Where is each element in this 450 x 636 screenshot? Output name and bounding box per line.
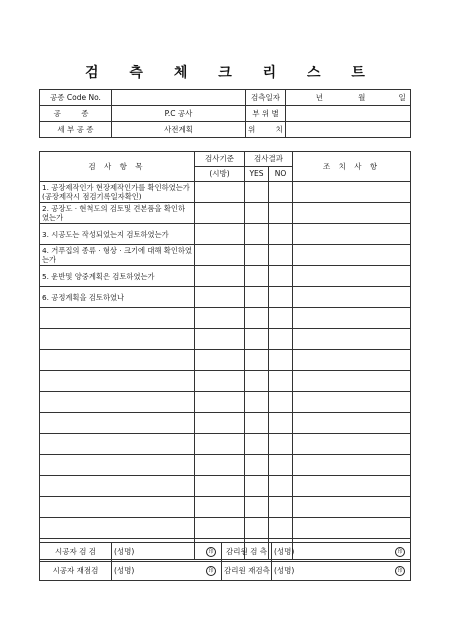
col-item-header: 검 사 항 목 xyxy=(40,152,195,182)
yes-cell[interactable] xyxy=(245,245,269,266)
signature-row-1 xyxy=(40,543,411,562)
no-cell[interactable] xyxy=(269,518,293,539)
contractor-recheck-label: 시공자 재점검 xyxy=(40,562,112,581)
checklist-item-text: 4. 거푸집의 종류 · 형상 · 크기에 대해 확인하였는가 xyxy=(40,245,195,266)
no-cell[interactable] xyxy=(269,308,293,329)
checklist-item-text: 2. 공장도 · 현척도의 검토및 견본품을 확인하였는가 xyxy=(40,203,195,224)
checklist-row xyxy=(40,413,411,434)
checklist-item-text xyxy=(40,392,195,413)
checklist-item-text xyxy=(40,371,195,392)
action-cell[interactable] xyxy=(293,476,411,497)
action-cell[interactable] xyxy=(293,518,411,539)
part-label: 부 위 별 xyxy=(246,106,286,122)
type-label: 공 종 xyxy=(40,106,112,122)
action-cell[interactable] xyxy=(293,434,411,455)
checklist-row xyxy=(40,434,411,455)
no-cell[interactable] xyxy=(269,245,293,266)
action-cell[interactable] xyxy=(293,308,411,329)
contractor-recheck-sign[interactable] xyxy=(112,562,222,581)
no-cell[interactable] xyxy=(269,413,293,434)
checklist-row xyxy=(40,182,411,203)
no-cell[interactable] xyxy=(269,455,293,476)
supervisor-check-sign[interactable] xyxy=(272,543,411,562)
checklist-row xyxy=(40,266,411,287)
basis-cell[interactable] xyxy=(195,518,245,539)
action-cell[interactable] xyxy=(293,350,411,371)
yes-cell[interactable] xyxy=(245,287,269,308)
basis-cell[interactable] xyxy=(195,245,245,266)
basis-cell[interactable] xyxy=(195,371,245,392)
col-result-header: 검사결과 xyxy=(245,152,293,167)
checklist-item-text: 3. 시공도는 작성되었는지 검토하였는가 xyxy=(40,224,195,245)
date-label: 검측일자 xyxy=(246,90,286,106)
no-cell[interactable] xyxy=(269,182,293,203)
action-cell[interactable] xyxy=(293,182,411,203)
type-value[interactable]: P.C 공사 xyxy=(112,106,246,122)
seal-icon: 印 xyxy=(395,547,405,557)
detail-value[interactable]: 사전계획 xyxy=(112,122,246,138)
seal-icon: 印 xyxy=(206,547,216,557)
checklist-row xyxy=(40,392,411,413)
checklist-item-text: 6. 공정계획을 검토하였나 xyxy=(40,287,195,308)
checklist-item-text xyxy=(40,518,195,539)
checklist-row xyxy=(40,455,411,476)
basis-cell[interactable] xyxy=(195,308,245,329)
checklist-row xyxy=(40,308,411,329)
month-label: 월 xyxy=(358,92,366,102)
year-label: 년 xyxy=(315,92,323,102)
action-cell[interactable] xyxy=(293,413,411,434)
seal-icon: 印 xyxy=(206,566,216,576)
no-cell[interactable] xyxy=(269,329,293,350)
yes-cell[interactable] xyxy=(245,518,269,539)
header-row-type xyxy=(40,106,411,122)
header-row-detail xyxy=(40,122,411,138)
action-cell[interactable] xyxy=(293,455,411,476)
part-value[interactable] xyxy=(286,106,411,122)
supervisor-recheck-label: 감리원 재검측 xyxy=(222,562,272,581)
no-cell[interactable] xyxy=(269,350,293,371)
no-cell[interactable] xyxy=(269,287,293,308)
checklist-item-text xyxy=(40,350,195,371)
yes-cell[interactable] xyxy=(245,266,269,287)
no-cell[interactable] xyxy=(269,497,293,518)
yes-cell[interactable] xyxy=(245,392,269,413)
col-action-header: 조 치 사 항 xyxy=(293,152,411,182)
checklist-item-text xyxy=(40,413,195,434)
signature-table xyxy=(39,542,411,581)
yes-cell[interactable] xyxy=(245,182,269,203)
checklist-table xyxy=(39,151,411,560)
checklist-item-text xyxy=(40,455,195,476)
no-cell[interactable] xyxy=(269,203,293,224)
yes-cell[interactable] xyxy=(245,371,269,392)
contractor-check-label: 시공자 검 검 xyxy=(40,543,112,562)
basis-cell[interactable] xyxy=(195,497,245,518)
action-cell[interactable] xyxy=(293,266,411,287)
no-cell[interactable] xyxy=(269,266,293,287)
col-basis-sub: (시방) xyxy=(195,167,245,182)
checklist-row xyxy=(40,203,411,224)
basis-cell[interactable] xyxy=(195,434,245,455)
checklist-item-text xyxy=(40,434,195,455)
checklist-row xyxy=(40,329,411,350)
code-value[interactable] xyxy=(112,90,246,106)
no-cell[interactable] xyxy=(269,371,293,392)
date-field[interactable] xyxy=(286,90,411,106)
detail-label: 세 부 공 종 xyxy=(40,122,112,138)
yes-cell[interactable] xyxy=(245,329,269,350)
contractor-check-sign[interactable] xyxy=(112,543,222,562)
page-title: 검 측 체 크 리 스 트 xyxy=(85,65,378,81)
col-no-header: NO xyxy=(269,167,293,182)
checklist-item-text xyxy=(40,329,195,350)
basis-cell[interactable] xyxy=(195,266,245,287)
yes-cell[interactable] xyxy=(245,350,269,371)
checklist-item-text: 1. 공장제작인가 현장제작인가를 확인하였는가(공장제작시 점검기록일자확인) xyxy=(40,182,195,203)
location-value[interactable] xyxy=(286,122,411,138)
action-cell[interactable] xyxy=(293,224,411,245)
action-cell[interactable] xyxy=(293,371,411,392)
basis-cell[interactable] xyxy=(195,182,245,203)
yes-cell[interactable] xyxy=(245,308,269,329)
checklist-item-text xyxy=(40,497,195,518)
yes-cell[interactable] xyxy=(245,413,269,434)
yes-cell[interactable] xyxy=(245,203,269,224)
checklist-row xyxy=(40,518,411,539)
supervisor-check-label: 감리원 검 측 xyxy=(222,543,272,562)
supervisor-recheck-sign[interactable] xyxy=(272,562,411,581)
name-placeholder: (성명) xyxy=(274,566,295,575)
no-cell[interactable] xyxy=(269,476,293,497)
seal-icon: 印 xyxy=(395,566,405,576)
action-cell[interactable] xyxy=(293,287,411,308)
basis-cell[interactable] xyxy=(195,392,245,413)
checklist-row xyxy=(40,245,411,266)
code-label: 공종 Code No. xyxy=(40,90,112,106)
checklist-item-text: 5. 운반및 양중계획은 검토하였는가 xyxy=(40,266,195,287)
basis-cell[interactable] xyxy=(195,287,245,308)
basis-cell[interactable] xyxy=(195,350,245,371)
action-cell[interactable] xyxy=(293,203,411,224)
col-basis-header: 검사기준 xyxy=(195,152,245,167)
no-cell[interactable] xyxy=(269,434,293,455)
action-cell[interactable] xyxy=(293,329,411,350)
signature-row-2 xyxy=(40,562,411,581)
yes-cell[interactable] xyxy=(245,434,269,455)
action-cell[interactable] xyxy=(293,245,411,266)
header-row-code xyxy=(40,90,411,106)
col-yes-header: YES xyxy=(245,167,269,182)
basis-cell[interactable] xyxy=(195,413,245,434)
action-cell[interactable] xyxy=(293,392,411,413)
checklist-rows xyxy=(40,182,411,560)
yes-cell[interactable] xyxy=(245,224,269,245)
action-cell[interactable] xyxy=(293,497,411,518)
checklist-row xyxy=(40,287,411,308)
checklist-row xyxy=(40,371,411,392)
no-cell[interactable] xyxy=(269,224,293,245)
checklist-row xyxy=(40,350,411,371)
checklist-row xyxy=(40,476,411,497)
day-label: 일 xyxy=(398,92,406,102)
no-cell[interactable] xyxy=(269,392,293,413)
basis-cell[interactable] xyxy=(195,476,245,497)
basis-cell[interactable] xyxy=(195,455,245,476)
checklist-item-text xyxy=(40,476,195,497)
yes-cell[interactable] xyxy=(245,497,269,518)
name-placeholder: (성명) xyxy=(274,547,295,556)
yes-cell[interactable] xyxy=(245,455,269,476)
yes-cell[interactable] xyxy=(245,476,269,497)
checklist-item-text xyxy=(40,308,195,329)
checklist-row xyxy=(40,497,411,518)
location-label: 위 치 xyxy=(246,122,286,138)
basis-cell[interactable] xyxy=(195,224,245,245)
header-table xyxy=(39,89,411,138)
name-placeholder: (성명) xyxy=(114,566,135,575)
basis-cell[interactable] xyxy=(195,203,245,224)
basis-cell[interactable] xyxy=(195,329,245,350)
name-placeholder: (성명) xyxy=(114,547,135,556)
checklist-row xyxy=(40,224,411,245)
checklist-header-row xyxy=(40,152,411,167)
